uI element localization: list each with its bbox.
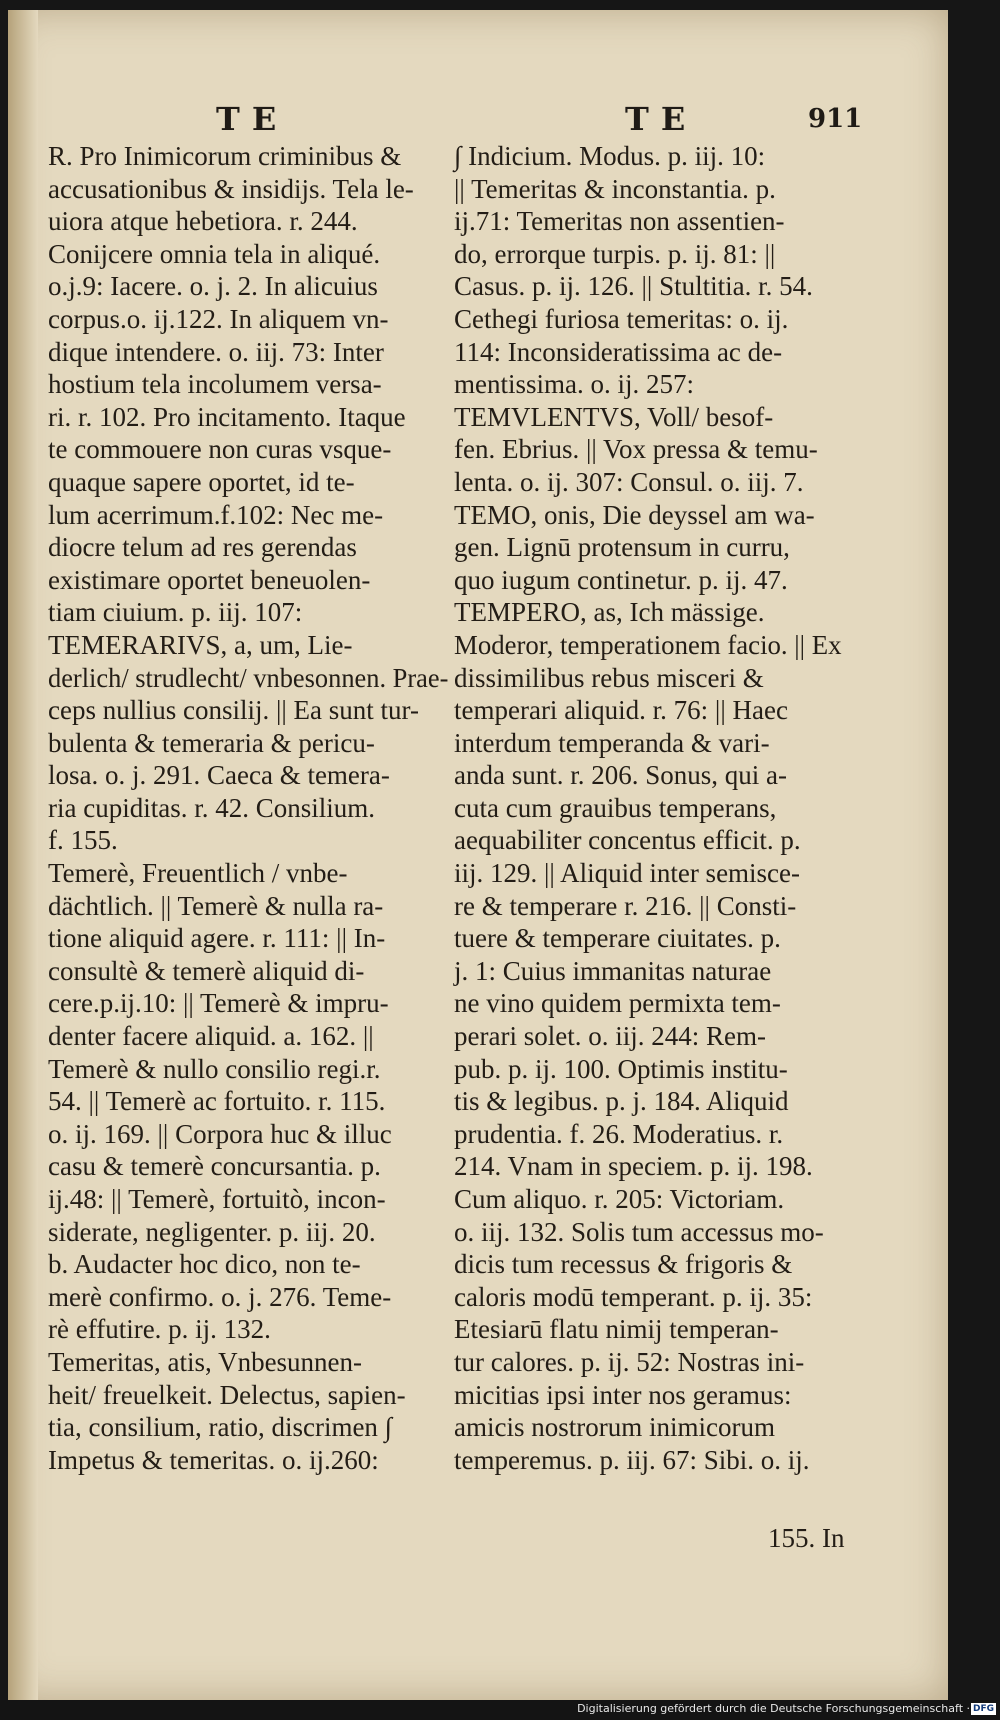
right-column-line: lenta. o. ij. 307: Consul. o. iij. 7.	[454, 466, 804, 497]
book-page	[8, 10, 948, 1700]
left-column-line: o.j.9: Iacere. o. j. 2. In alicuius	[48, 271, 378, 302]
left-column-line: Temerè & nullo consilio regi.r.	[48, 1053, 381, 1084]
left-column-line: heit/ freuelkeit. Delectus, sapien-	[48, 1379, 406, 1410]
right-column-line: temperari aliquid. r. 76: || Haec	[454, 695, 788, 726]
right-column-line: dissimilibus rebus misceri &	[454, 662, 764, 693]
right-column-line: interdum temperanda & vari-	[454, 727, 770, 758]
right-column-line: pub. p. ij. 100. Optimis institu-	[454, 1053, 788, 1084]
left-column-line: Impetus & temeritas. o. ij.260:	[48, 1444, 379, 1475]
left-column-line: Temeritas, atis, Vnbesunnen-	[48, 1346, 363, 1377]
right-column-line: cuta cum grauibus temperans,	[454, 792, 777, 823]
right-column-line: Casus. p. ij. 126. || Stultitia. r. 54.	[454, 271, 813, 302]
right-column-line: Moderor, temperationem facio. || Ex	[454, 629, 842, 660]
left-column-line: corpus.o. ij.122. In aliquem vn-	[48, 303, 389, 334]
left-column-line: ij.48: || Temerè, fortuitò, incon-	[48, 1184, 386, 1214]
right-column-line: 214. Vnam in speciem. p. ij. 198.	[454, 1151, 813, 1182]
left-column-line: existimare oportet beneuolen-	[48, 564, 371, 595]
right-column-line: Etesiarū flatu nimij temperan-	[454, 1314, 779, 1345]
right-column-line: quo iugum continetur. p. ij. 47.	[454, 564, 788, 595]
left-column-line: losa. o. j. 291. Caeca & temera-	[48, 760, 390, 791]
left-column-line: casu & temerè concursantia. p.	[48, 1151, 381, 1182]
right-column-line: temperemus. p. iij. 67: Sibi. o. ij.	[454, 1444, 810, 1475]
left-column-line: quaque sapere oportet, id te-	[48, 466, 355, 497]
page-spine-shadow	[8, 10, 38, 1700]
left-column-line: ria cupiditas. r. 42. Consilium.	[48, 792, 375, 823]
right-column-line: ∫ Indicium. Modus. p. iij. 10:	[454, 141, 766, 171]
right-column-line: do, errorque turpis. p. ij. 81: ||	[454, 238, 776, 269]
header-left-guide: TE	[216, 100, 289, 138]
footer-credit: Digitalisierung gefördert durch die Deutsche Forschungsgemeinschaft ·	[577, 1702, 970, 1715]
right-column-line: Cethegi furiosa temeritas: o. ij.	[454, 303, 789, 334]
digitization-footer	[0, 1700, 1000, 1720]
left-column-line: derlich/ strudlecht/ vnbesonnen. Prae-	[48, 662, 449, 693]
right-column-line: tis & legibus. p. j. 184. Aliquid	[454, 1086, 789, 1117]
right-column-line: perari solet. o. iij. 244: Rem-	[454, 1021, 766, 1052]
right-column-line: micitias ipsi inter nos geramus:	[454, 1379, 792, 1410]
left-column-line: R. Pro Inimicorum criminibus &	[48, 141, 402, 171]
left-column-line: consultè & temerè aliquid di-	[48, 955, 365, 986]
right-column-line: anda sunt. r. 206. Sonus, qui a-	[454, 760, 787, 791]
left-column-line: b. Audacter hoc dico, non te-	[48, 1249, 361, 1280]
left-column-line: f. 155.	[48, 825, 118, 856]
right-column-line: || Temeritas & inconstantia. p.	[454, 173, 776, 204]
right-column-line: aequabiliter concentus efficit. p.	[454, 825, 801, 856]
left-column-line: hostium tela incolumem versa-	[48, 369, 382, 400]
right-column-line: o. iij. 132. Solis tum accessus mo-	[454, 1216, 824, 1247]
left-column-line: tione aliquid agere. r. 111: || In-	[48, 923, 386, 954]
left-column-line: 54. || Temerè ac fortuito. r. 115.	[48, 1086, 386, 1117]
right-column-line: mentissima. o. ij. 257:	[454, 369, 694, 400]
running-header	[8, 100, 948, 140]
left-column-line: Temerè, Freuentlich / vnbe-	[48, 858, 348, 889]
left-column-line: rè effutire. p. ij. 132.	[48, 1314, 271, 1345]
left-column-line: ceps nullius consilij. || Ea sunt tur-	[48, 695, 419, 726]
left-column-line: tia, consilium, ratio, discrimen ∫	[48, 1412, 393, 1443]
catchword: 155. In	[768, 1523, 845, 1553]
left-text-column	[48, 140, 448, 1476]
left-column-line: TEMERARIVS, a, um, Lie-	[48, 629, 353, 660]
right-column-line: dicis tum recessus & frigoris &	[454, 1249, 793, 1280]
header-right-guide: TE	[625, 100, 698, 138]
right-column-line: tur calores. p. ij. 52: Nostras ini-	[454, 1346, 805, 1377]
page-number: 911	[808, 104, 863, 134]
right-column-line: amicis nostrorum inimicorum	[454, 1412, 775, 1443]
left-column-line: Conijcere omnia tela in aliqué.	[48, 238, 381, 269]
left-column-line: lum acerrimum.f.102: Nec me-	[48, 499, 384, 530]
dfg-logo: DFG	[972, 1704, 994, 1714]
right-column-line: caloris modū temperant. p. ij. 35:	[454, 1281, 813, 1312]
right-column-line: iij. 129. || Aliquid inter semisce-	[454, 858, 801, 889]
left-column-line: dique intendere. o. iij. 73: Inter	[48, 336, 384, 367]
left-column-line: o. ij. 169. || Corpora huc & illuc	[48, 1118, 392, 1149]
right-column-line: TEMVLENTVS, Voll/ besof-	[454, 401, 774, 432]
left-column-line: uiora atque hebetiora. r. 244.	[48, 206, 358, 237]
right-column-line: ij.71: Temeritas non assentien-	[454, 206, 785, 237]
right-column-line: tuere & temperare ciuitates. p.	[454, 923, 781, 954]
left-column-line: cere.p.ij.10: || Temerè & impru-	[48, 988, 389, 1019]
right-column-line: TEMPERO, as, Ich mässige.	[454, 597, 765, 628]
left-column-line: tiam ciuium. p. iij. 107:	[48, 597, 303, 628]
right-text-column	[454, 140, 842, 1476]
right-column-line: ne vino quidem permixta tem-	[454, 988, 781, 1019]
right-column-line: Cum aliquo. r. 205: Victoriam.	[454, 1184, 785, 1214]
right-column-line: fen. Ebrius. || Vox pressa & temu-	[454, 434, 818, 465]
left-column-line: siderate, negligenter. p. iij. 20.	[48, 1216, 376, 1247]
left-column-line: dächtlich. || Temerè & nulla ra-	[48, 890, 384, 921]
left-column-line: diocre telum ad res gerendas	[48, 532, 357, 563]
left-column-line: merè confirmo. o. j. 276. Teme-	[48, 1281, 392, 1312]
left-column-line: accusationibus & insidijs. Tela le-	[48, 173, 414, 204]
left-column-line: ri. r. 102. Pro incitamento. Itaque	[48, 401, 406, 432]
right-column-line: re & temperare r. 216. || Consti-	[454, 890, 797, 921]
right-column-line: prudentia. f. 26. Moderatius. r.	[454, 1118, 784, 1149]
right-column-line: j. 1: Cuius immanitas naturae	[454, 955, 772, 986]
left-column-line: te commouere non curas vsque-	[48, 434, 392, 465]
right-column-line: TEMO, onis, Die deyssel am wa-	[454, 499, 815, 530]
right-column-line: gen. Lignū protensum in curru,	[454, 532, 790, 563]
left-column-line: bulenta & temeraria & pericu-	[48, 727, 375, 758]
right-column-line: 114: Inconsideratissima ac de-	[454, 336, 783, 367]
left-column-line: denter facere aliquid. a. 162. ||	[48, 1021, 374, 1052]
